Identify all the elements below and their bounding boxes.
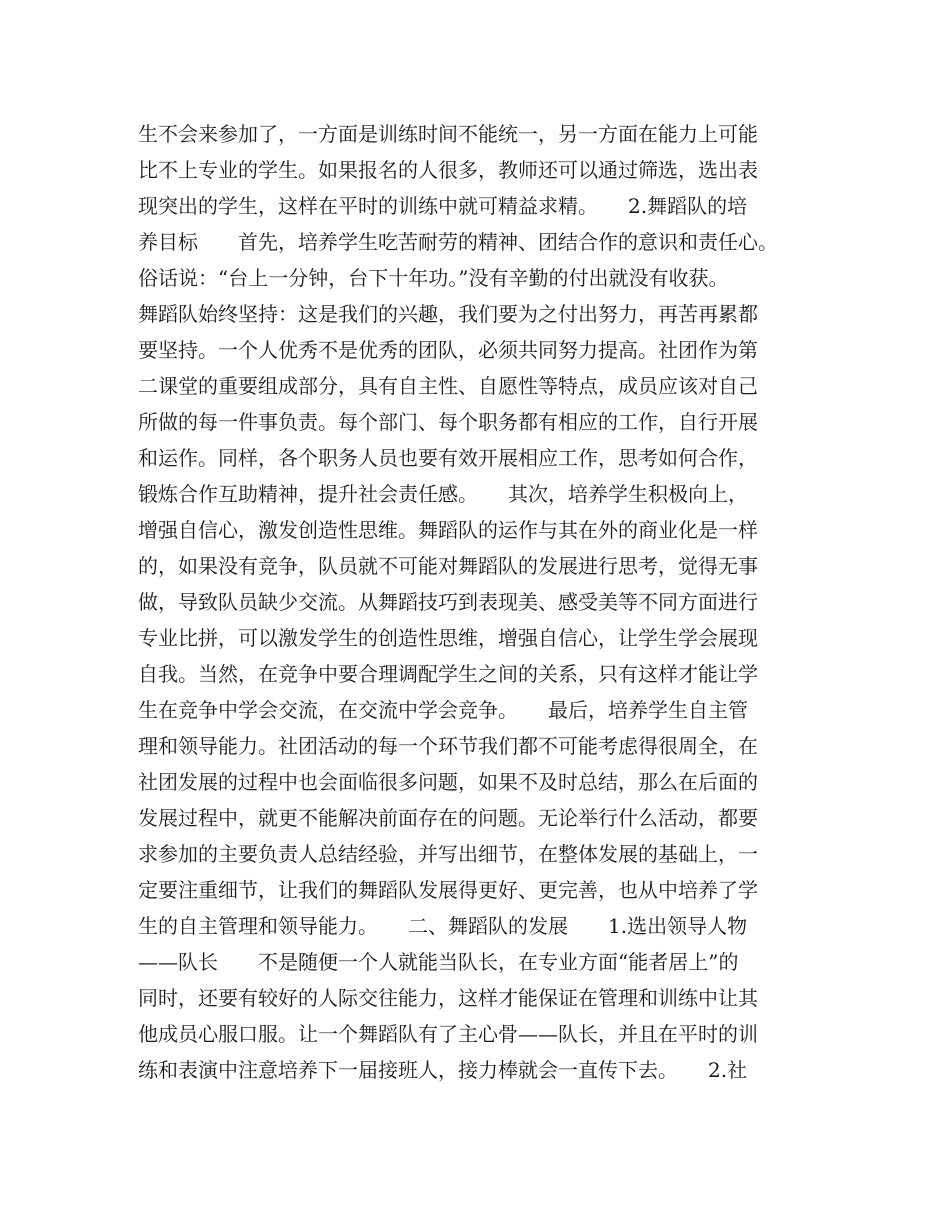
text-line: 锻炼合作互助精神，提升社会责任感。 其次，培养学生积极向上， [138, 482, 748, 506]
text-line: 求参加的主要负责人总结经验，并写出细节，在整体发展的基础上，一 [138, 842, 758, 866]
text-line: 比不上专业的学生。如果报名的人很多，教师还可以通过筛选，选出表 [138, 158, 758, 182]
text-line: 养目标 首先，培养学生吃苦耐劳的精神、团结合作的意识和责任心。 [138, 230, 778, 254]
body-text [138, 116, 828, 1088]
text-line: 自我。当然，在竞争中要合理调配学生之间的关系，只有这样才能让学 [138, 662, 758, 686]
text-line: 同时，还要有较好的人际交往能力，这样才能保证在管理和训练中让其 [138, 986, 758, 1010]
text-line: 生在竞争中学会交流，在交流中学会竞争。 最后，培养学生自主管 [138, 698, 748, 722]
text-line: 理和领导能力。社团活动的每一个环节我们都不可能考虑得很周全，在 [138, 734, 758, 758]
text-line: 所做的每一件事负责。每个部门、每个职务都有相应的工作，自行开展 [138, 410, 758, 434]
text-line: 二课堂的重要组成部分，具有自主性、自愿性等特点，成员应该对自己 [138, 374, 758, 398]
text-line: 生不会来参加了，一方面是训练时间不能统一，另一方面在能力上可能 [138, 122, 758, 146]
text-line: ——队长 不是随便一个人就能当队长，在专业方面“能者居上”的 [138, 950, 739, 974]
text-line: 要坚持。一个人优秀不是优秀的团队，必须共同努力提高。社团作为第 [138, 338, 758, 362]
text-line: 俗话说：“台上一分钟，台下十年功。”没有辛勤的付出就没有收获。 [138, 266, 729, 290]
text-line: 现突出的学生，这样在平时的训练中就可精益求精。 2.舞蹈队的培 [138, 194, 748, 218]
text-line: 他成员心服口服。让一个舞蹈队有了主心骨——队长，并且在平时的训 [138, 1022, 758, 1046]
text-line: 社团发展的过程中也会面临很多问题，如果不及时总结，那么在后面的 [138, 770, 758, 794]
text-line: 定要注重细节，让我们的舞蹈队发展得更好、更完善，也从中培养了学 [138, 878, 758, 902]
text-line: 专业比拼，可以激发学生的创造性思维，增强自信心，让学生学会展现 [138, 626, 758, 650]
text-line: 生的自主管理和领导能力。 二、舞蹈队的发展 1.选出领导人物 [138, 914, 748, 938]
text-line: 练和表演中注意培养下一届接班人，接力棒就会一直传下去。 2.社 [138, 1058, 748, 1082]
text-line: 增强自信心，激发创造性思维。舞蹈队的运作与其在外的商业化是一样 [138, 518, 758, 542]
text-line: 的，如果没有竞争，队员就不可能对舞蹈队的发展进行思考，觉得无事 [138, 554, 758, 578]
text-line: 舞蹈队始终坚持：这是我们的兴趣，我们要为之付出努力，再苦再累都 [138, 302, 758, 326]
text-line: 和运作。同样，各个职务人员也要有效开展相应工作，思考如何合作， [138, 446, 758, 470]
text-line: 发展过程中，就更不能解决前面存在的问题。无论举行什么活动，都要 [138, 806, 758, 830]
text-line: 做，导致队员缺少交流。从舞蹈技巧到表现美、感受美等不同方面进行 [138, 590, 758, 614]
